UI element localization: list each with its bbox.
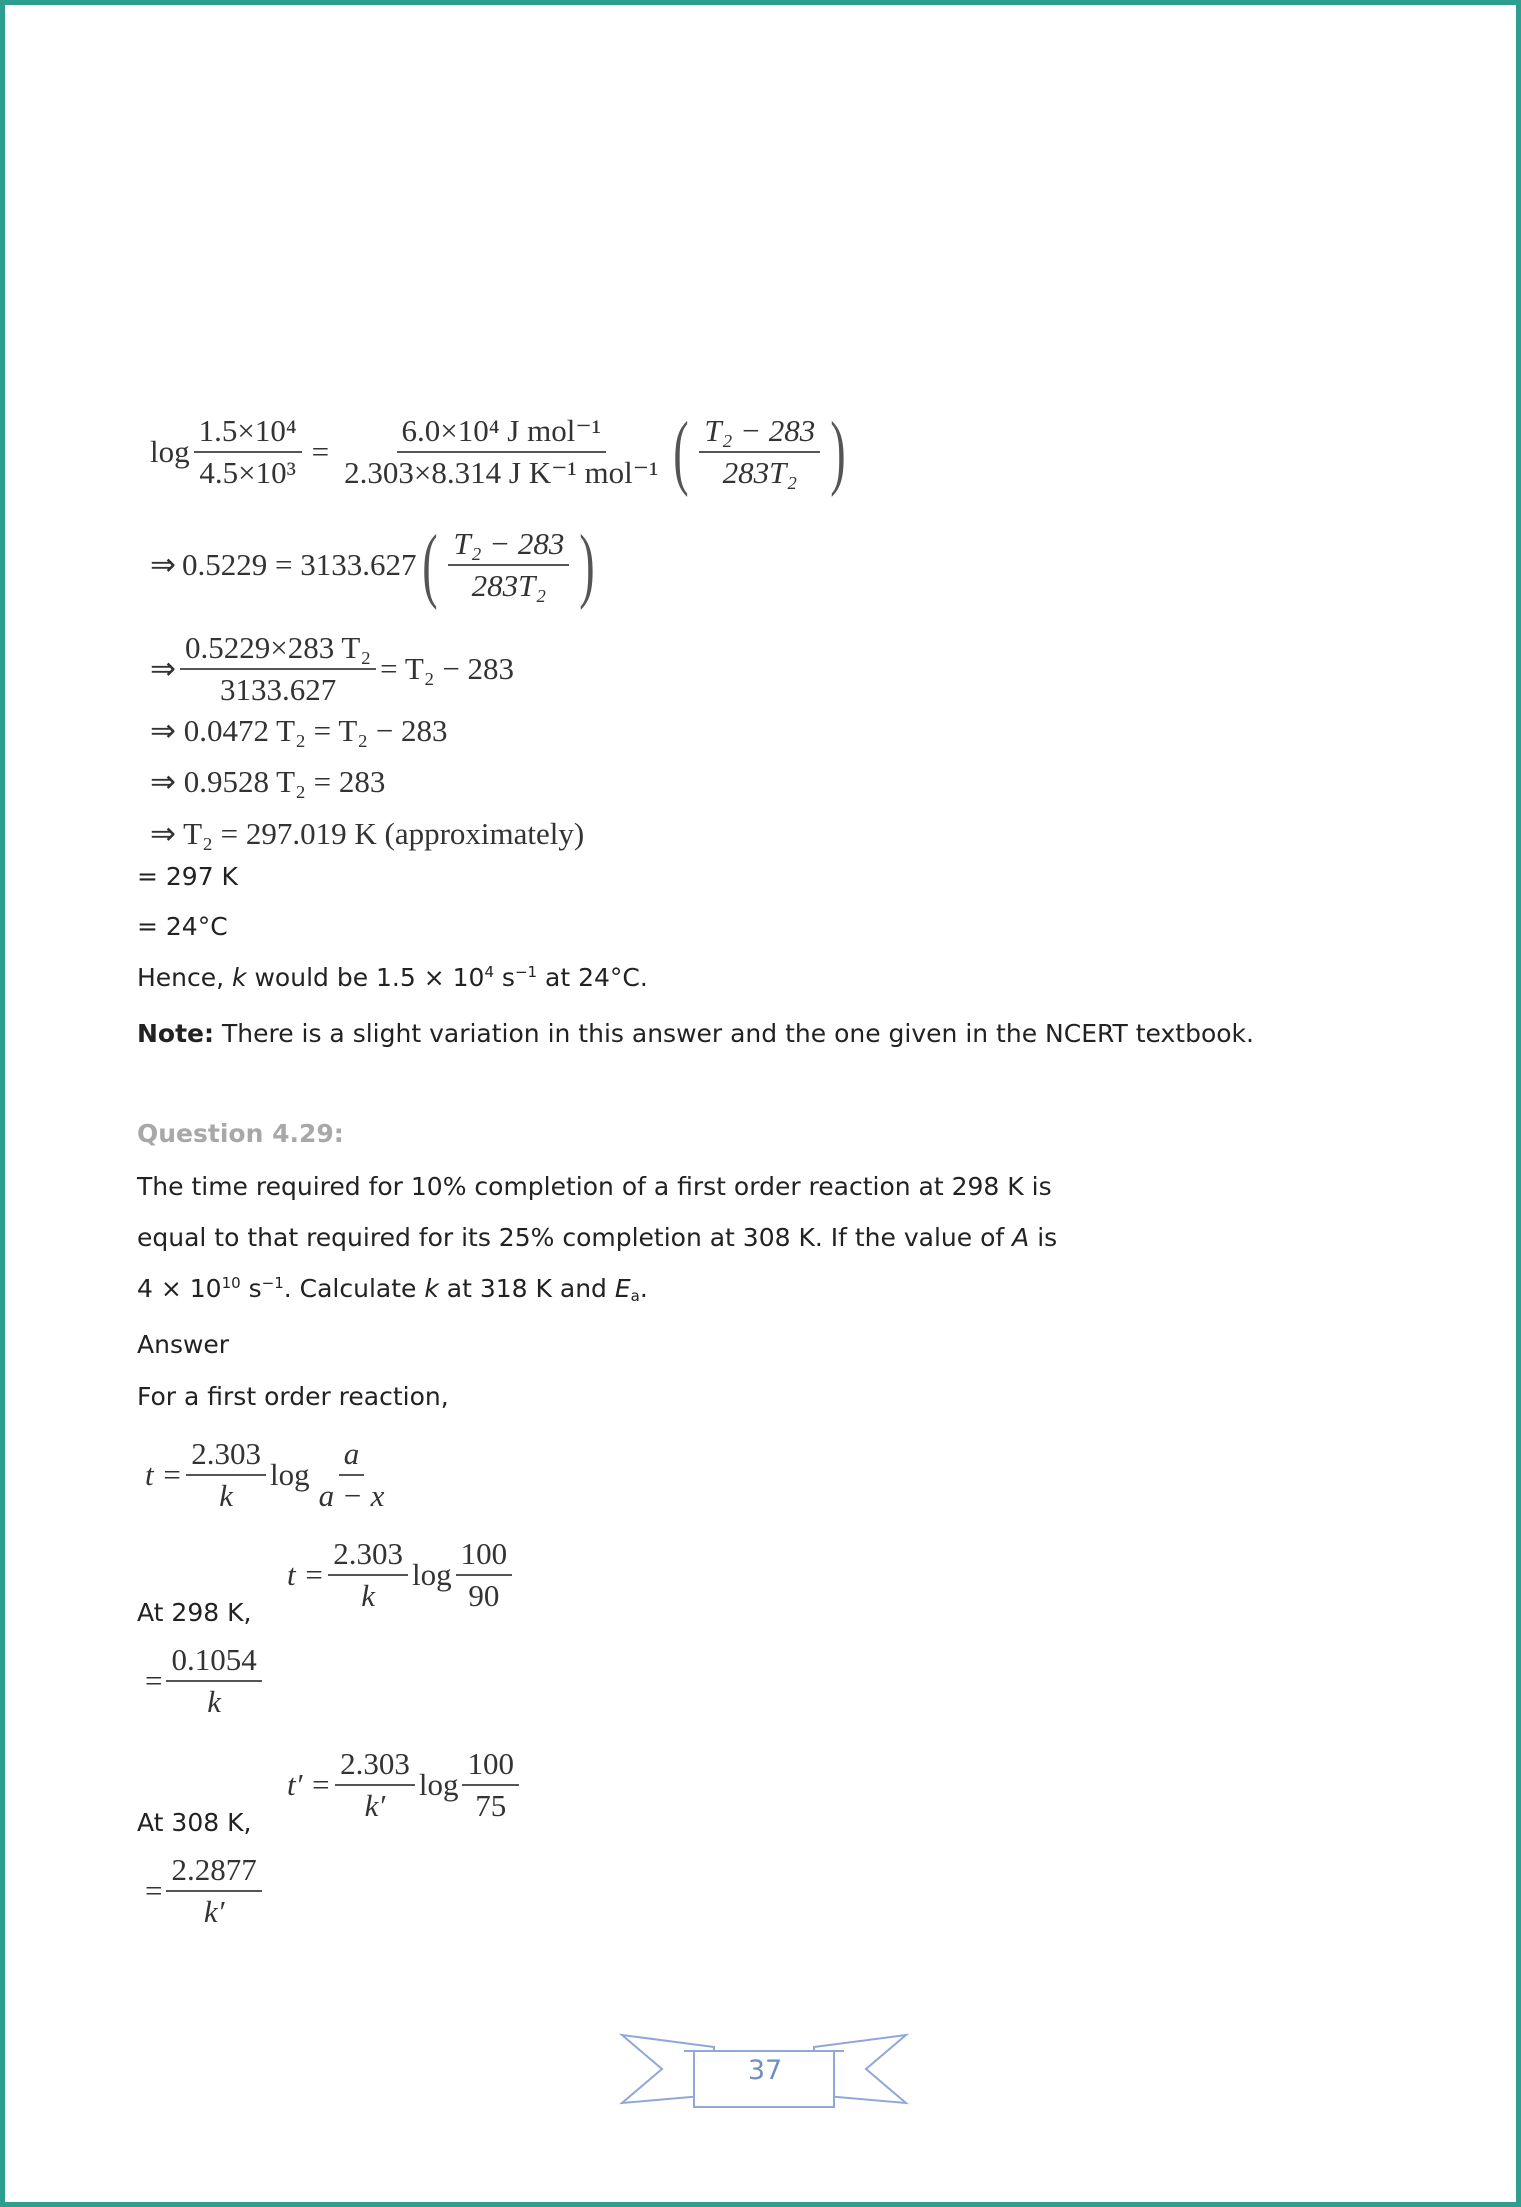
numerator: 100 bbox=[462, 1745, 519, 1786]
text: k bbox=[424, 1274, 439, 1303]
note-text: There is a slight variation in this answer and the one given in the NCERT textbook. bbox=[214, 1019, 1254, 1048]
equation-308k bbox=[287, 1745, 523, 1825]
log-label: log bbox=[412, 1557, 452, 1592]
equation-298k bbox=[287, 1535, 516, 1615]
equation-308k-result bbox=[145, 1851, 266, 1931]
implies-arrow: ⇒ bbox=[150, 651, 176, 686]
equation-step-6 bbox=[150, 816, 584, 852]
result-celsius: = 24°C bbox=[137, 912, 228, 941]
numerator: a bbox=[339, 1435, 365, 1476]
text: s bbox=[240, 1274, 262, 1303]
fraction bbox=[699, 412, 820, 492]
fraction bbox=[314, 1435, 390, 1515]
equation-lhs: 0.5229 = 3133.627 bbox=[181, 547, 417, 582]
equation-lhs: t = bbox=[145, 1457, 183, 1492]
equals-sign: = bbox=[145, 1873, 163, 1908]
right-paren: ) bbox=[579, 518, 596, 611]
equation-step-4 bbox=[150, 713, 448, 749]
log-label: log bbox=[150, 434, 190, 469]
text: is bbox=[1029, 1223, 1058, 1252]
fraction bbox=[180, 629, 376, 709]
text: E bbox=[614, 1274, 631, 1303]
right-paren: ) bbox=[830, 405, 847, 498]
denominator: 2.303×8.314 J K⁻¹ mol⁻¹ bbox=[344, 455, 659, 490]
denominator: k′ bbox=[364, 1788, 386, 1823]
superscript: 10 bbox=[221, 1274, 241, 1292]
denominator: 283T₂ bbox=[471, 568, 547, 603]
equation-text: ⇒ 0.0472 T₂ = T₂ − 283 bbox=[150, 713, 448, 748]
denominator: k′ bbox=[203, 1894, 225, 1929]
numerator: T₂ − 283 bbox=[699, 412, 820, 453]
denominator: k bbox=[361, 1578, 376, 1613]
answer-intro: For a first order reaction, bbox=[137, 1382, 449, 1411]
numerator: 2.303 bbox=[186, 1435, 266, 1476]
fraction bbox=[194, 412, 302, 492]
numerator: 0.5229×283 T₂ bbox=[180, 629, 376, 670]
denominator: k bbox=[207, 1684, 221, 1719]
equation-first-order bbox=[145, 1435, 393, 1515]
equation-step-5 bbox=[150, 764, 385, 800]
superscript: 4 bbox=[484, 963, 494, 981]
denominator: 3133.627 bbox=[219, 672, 337, 707]
text: . Calculate bbox=[283, 1274, 425, 1303]
fraction bbox=[456, 1535, 513, 1615]
superscript: −1 bbox=[514, 963, 538, 981]
note bbox=[137, 1016, 1254, 1052]
equation-text: ⇒ 0.9528 T₂ = 283 bbox=[150, 764, 386, 799]
text: A bbox=[1012, 1223, 1030, 1252]
conclusion bbox=[137, 960, 648, 996]
text: s bbox=[493, 963, 515, 992]
answer-label: Answer bbox=[137, 1330, 230, 1359]
text: would be 1.5 × 10 bbox=[246, 963, 485, 992]
text: k bbox=[232, 963, 247, 992]
log-label: log bbox=[270, 1457, 310, 1492]
result-kelvin: = 297 K bbox=[137, 862, 238, 891]
equation-298k-result bbox=[145, 1641, 266, 1721]
fraction bbox=[166, 1641, 261, 1721]
subscript: a bbox=[630, 1287, 640, 1305]
text: at 318 K and bbox=[438, 1274, 615, 1303]
denominator: a − x bbox=[318, 1478, 385, 1513]
equation-lhs: t′ = bbox=[287, 1767, 332, 1802]
equals-sign: = bbox=[311, 434, 330, 469]
equation-step-3 bbox=[150, 629, 514, 709]
question-line-2 bbox=[137, 1220, 1057, 1256]
equation-rhs: = T₂ − 283 bbox=[380, 651, 515, 686]
numerator: 2.303 bbox=[335, 1745, 415, 1786]
denominator: 283T₂ bbox=[722, 455, 798, 490]
equation-step-2 bbox=[150, 518, 601, 611]
text: . bbox=[639, 1274, 648, 1303]
numerator: 6.0×10⁴ J mol⁻¹ bbox=[397, 412, 607, 453]
numerator: 100 bbox=[456, 1535, 513, 1576]
implies-arrow: ⇒ bbox=[150, 547, 176, 582]
equation-lhs: t = bbox=[287, 1557, 325, 1592]
denominator: 75 bbox=[475, 1788, 507, 1823]
text: equal to that required for its 25% completion at 308 K. If the value of bbox=[137, 1223, 1013, 1252]
note-label: Note: bbox=[137, 1019, 215, 1048]
fraction bbox=[339, 412, 663, 492]
equals-sign: = bbox=[145, 1663, 163, 1698]
numerator: T₂ − 283 bbox=[448, 525, 569, 566]
numerator: 1.5×10⁴ bbox=[194, 412, 302, 453]
superscript: −1 bbox=[261, 1274, 284, 1292]
equation-text: ⇒ T₂ = 297.019 K (approximately) bbox=[150, 816, 585, 851]
fraction bbox=[448, 525, 569, 605]
question-line-3 bbox=[137, 1271, 648, 1307]
left-paren: ( bbox=[422, 518, 439, 611]
numerator: 2.303 bbox=[328, 1535, 408, 1576]
fraction bbox=[335, 1745, 415, 1825]
question-line-1: The time required for 10% completion of a first order reaction at 298 K is bbox=[137, 1172, 1052, 1201]
denominator: 4.5×10³ bbox=[199, 455, 296, 490]
at-308k-label: At 308 K, bbox=[137, 1808, 252, 1837]
question-title: Question 4.29: bbox=[137, 1119, 344, 1148]
at-298k-label: At 298 K, bbox=[137, 1598, 252, 1627]
text: at 24°C. bbox=[537, 963, 648, 992]
page bbox=[5, 5, 1516, 2202]
text: 4 × 10 bbox=[137, 1274, 222, 1303]
text: Hence, bbox=[137, 963, 233, 992]
log-label: log bbox=[418, 1767, 459, 1802]
denominator: 90 bbox=[468, 1578, 500, 1613]
fraction bbox=[328, 1535, 408, 1615]
fraction bbox=[166, 1851, 261, 1931]
fraction bbox=[462, 1745, 519, 1825]
denominator: k bbox=[219, 1478, 234, 1513]
left-paren: ( bbox=[673, 405, 690, 498]
page-number: 37 bbox=[747, 2055, 783, 2086]
fraction bbox=[186, 1435, 266, 1515]
equation-arrhenius bbox=[150, 405, 852, 498]
numerator: 2.2877 bbox=[166, 1851, 261, 1892]
numerator: 0.1054 bbox=[166, 1641, 261, 1682]
